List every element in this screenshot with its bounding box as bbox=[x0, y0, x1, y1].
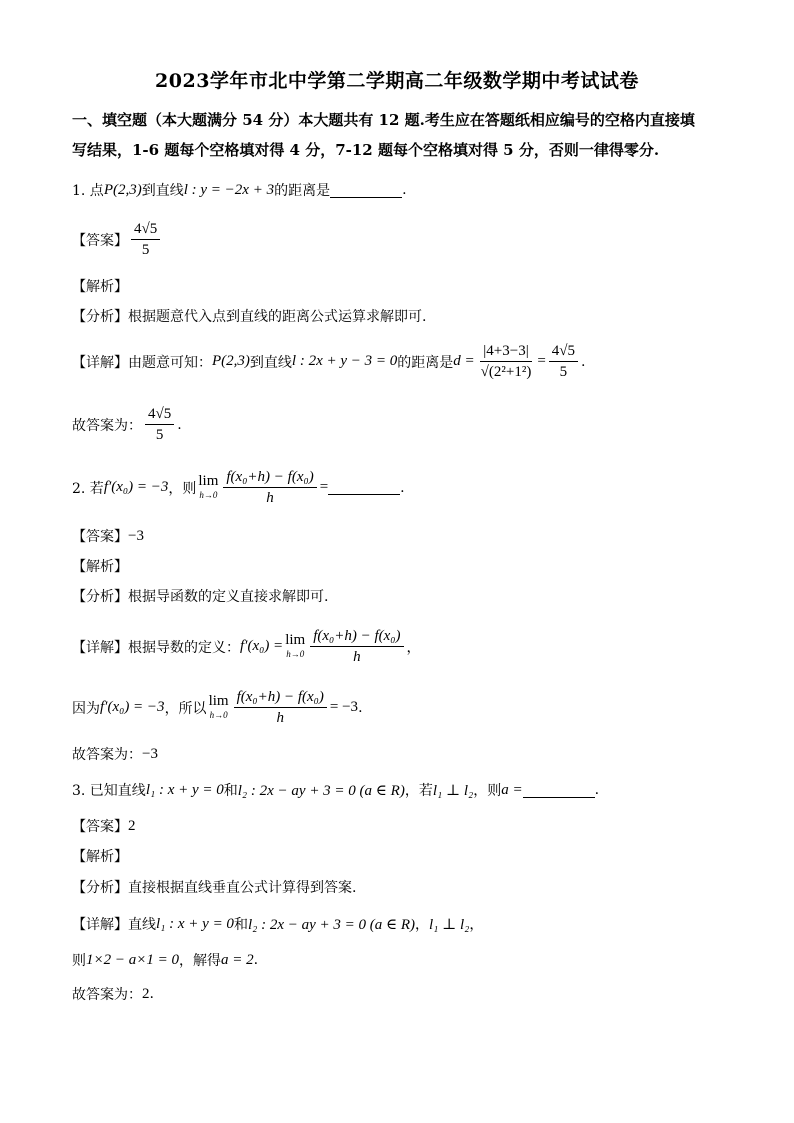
q1-answer-fraction: $\frac{4√5}{5}$ bbox=[131, 220, 160, 259]
q1-jiexi bbox=[72, 276, 128, 296]
q3-answer-blank[interactable] bbox=[523, 783, 595, 798]
q2-answer: 【答案】 −3 bbox=[72, 527, 144, 545]
q1-line-eq: l : y = −2x + 3 bbox=[183, 181, 275, 198]
q1-final-fraction: $\frac{4√5}{5}$ bbox=[145, 405, 174, 444]
q2-jiexi: 【解析】 bbox=[72, 559, 128, 575]
q1-point: P(2,3) bbox=[103, 181, 142, 198]
fenxi-label: 【分析】 bbox=[72, 309, 128, 325]
q1-distance-fraction: $\frac{|4+3-3|}{\text{√(2²+1²)}}$ bbox=[480, 343, 532, 380]
q1-detail: 【详解】 由题意可知： P(2,3) 到直线 l : 2x + y − 3 = 0 的距离是 d = $\frac{|4+3-3|}{\text{√(2²+1²)}}$ = $\frac{4√5}{5}$ . bbox=[72, 343, 586, 380]
q1-stem: 1. 点 P(2,3) 到直线 l : y = −2x + 3 的距离是 . bbox=[72, 181, 407, 199]
q2-detail: 【详解】 根据导数的定义： f′(x₀) = lim h→0 $\frac{\text{f(x₀+h) − f(x₀)}}{h}$ ， bbox=[72, 628, 421, 665]
q3-calc: 则 1×2 − a×1 = 0 ，解得 a = 2 . bbox=[72, 951, 259, 969]
q3-detail: 【详解】 直线 l₁ : x + y = 0 和 l₂ : 2x − ay + 3 = 0 (a ∈ R) ， l₁ ⊥ l₂ ， bbox=[72, 915, 484, 933]
q1-detail-line: l : 2x + y − 3 = 0 bbox=[291, 353, 398, 369]
q2-answer-blank[interactable] bbox=[328, 480, 400, 495]
q1-fenxi bbox=[72, 306, 426, 326]
q3-answer: 【答案】 2 bbox=[72, 817, 136, 835]
q1-answer-blank[interactable] bbox=[330, 183, 402, 198]
q1-detail-result: $\frac{4√5}{5}$ bbox=[549, 342, 578, 381]
q1-text-tail: 的距离是 bbox=[274, 183, 331, 199]
q1-answer bbox=[72, 220, 163, 259]
q2-fraction: $\frac{\text{f(x₀+h) − f(x₀)}}{h}$ bbox=[223, 468, 316, 507]
jiexi-label: 【解析】 bbox=[72, 279, 128, 295]
detail-label: 【详解】 bbox=[72, 354, 128, 371]
q1-number: 1. 点 bbox=[72, 183, 104, 199]
q3-final: 故答案为： 2 . bbox=[72, 985, 154, 1003]
q2-fenxi: 【分析】 根据导函数的定义直接求解即可. bbox=[72, 589, 329, 605]
q1-final: 故答案为： $\frac{4√5}{5}$ . bbox=[72, 406, 182, 443]
answer-label: 【答案】 bbox=[72, 232, 128, 249]
q3-fenxi: 【分析】 直接根据直线垂直公式计算得到答案. bbox=[72, 880, 357, 896]
q2-stem: 2. 若 f′(x₀) = −3 ，则 lim h→0 $\frac{\text{f(x₀+h) − f(x₀)}}{h}$ = . bbox=[72, 469, 405, 506]
section-heading-line2: 写结果，1-6 题每个空格填对得 4 分，7-12 题每个空格填对得 5 分，否则一律得零分. bbox=[72, 141, 660, 159]
page-title: 2023学年市北中学第二学期高二年级数学期中考试试卷 bbox=[155, 70, 639, 92]
q3-number: 3. 已知直线 bbox=[72, 783, 146, 799]
section-heading-line1: 一、填空题（本大题满分 54 分）本大题共有 12 题.考生应在答题纸相应编号的空格内直接填 bbox=[72, 111, 695, 129]
q3-jiexi: 【解析】 bbox=[72, 849, 128, 865]
q2-final: 故答案为： −3 bbox=[72, 745, 158, 763]
q2-because: 因为 f′(x₀) = −3 ，所以 lim h→0 $\frac{\text{f(x₀+h) − f(x₀)}}{h}$ = −3 . bbox=[72, 689, 363, 726]
final-label: 故答案为： bbox=[72, 417, 142, 434]
q1-fenxi-text: 根据题意代入点到直线的距离公式运算求解即可. bbox=[128, 309, 427, 325]
q1-text-mid: 到直线 bbox=[141, 183, 184, 199]
q2-number: 2. 若 bbox=[72, 480, 104, 497]
q2-limit: lim h→0 bbox=[198, 472, 219, 500]
q3-stem: 3. 已知直线 l₁ : x + y = 0 和 l₂ : 2x − ay + 3 = 0 (a ∈ R) ，若 l₁ ⊥ l₂ ，则 a = . bbox=[72, 781, 600, 799]
